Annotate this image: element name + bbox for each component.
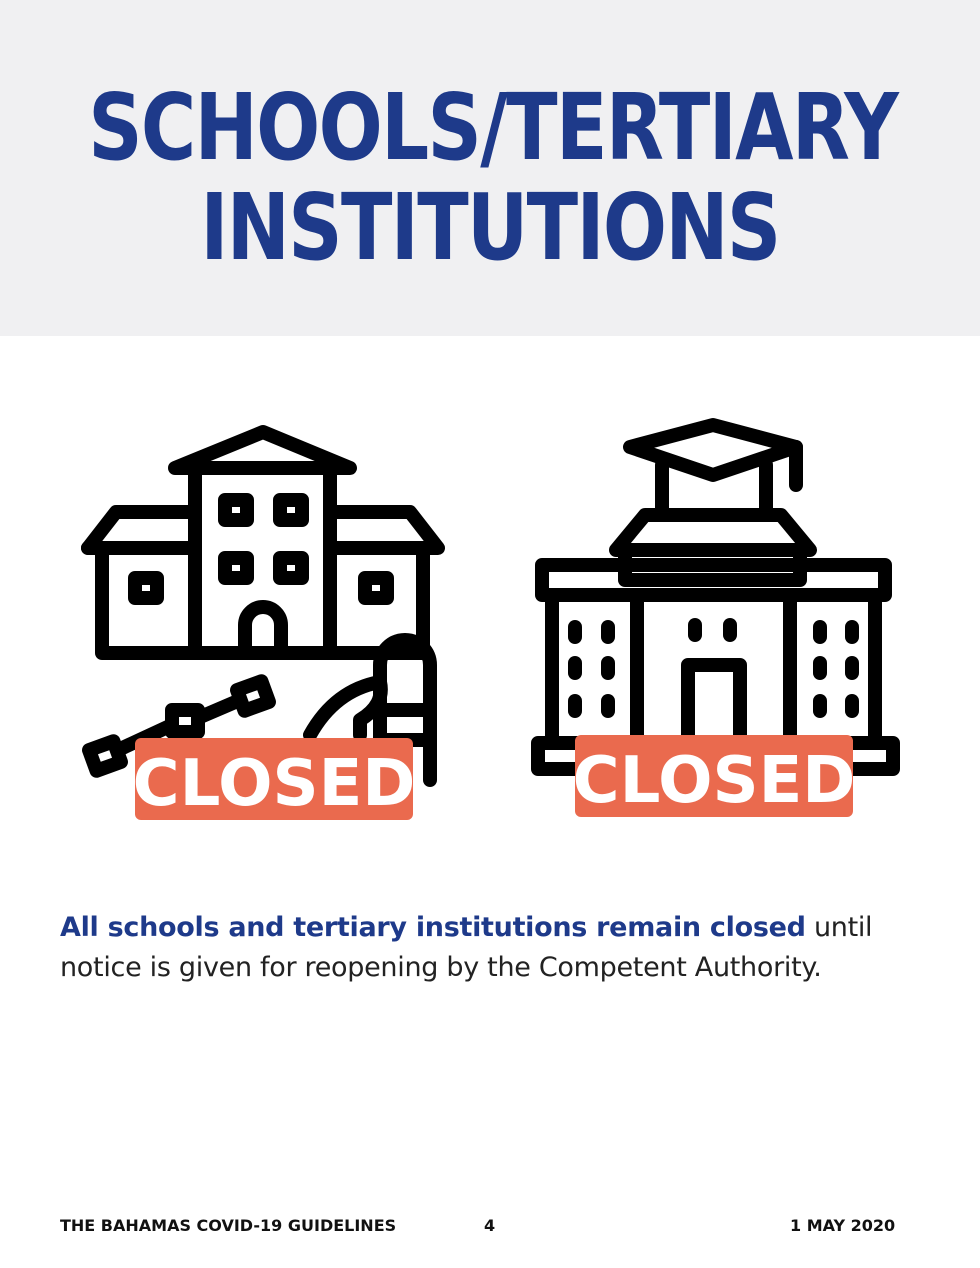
university-closed-label: CLOSED (572, 744, 856, 818)
university-building-icon (530, 415, 900, 825)
title-line-1: SCHOOLS/TERTIARY (88, 74, 898, 181)
school-building-icon (80, 420, 450, 830)
title-line-2: INSTITUTIONS (200, 174, 780, 281)
school-closed-label: CLOSED (132, 747, 416, 821)
page-title (88, 74, 898, 281)
page-number: 4 (484, 1216, 496, 1235)
footer-title: THE BAHAMAS COVID-19 GUIDELINES (60, 1216, 397, 1235)
body-rest: until notice is given for reopening by the Competent Authority. (60, 912, 873, 983)
body-paragraph (60, 908, 940, 988)
body-highlight: All schools and tertiary institutions remain closed (60, 912, 806, 943)
footer-date: 1 MAY 2020 (790, 1216, 896, 1235)
